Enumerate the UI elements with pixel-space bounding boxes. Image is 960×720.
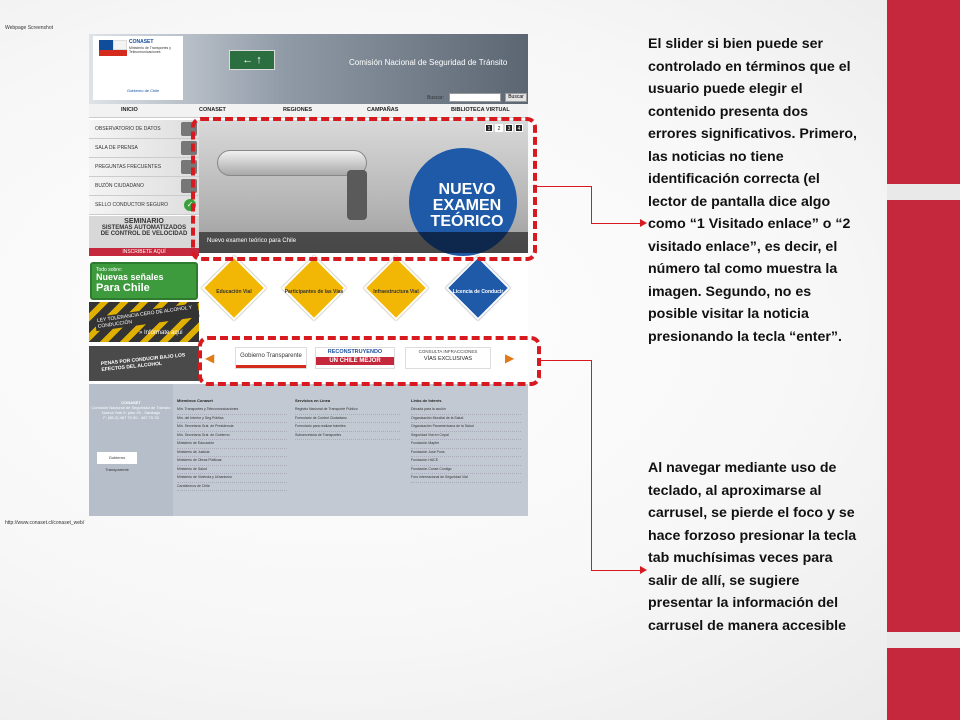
topic-participantes[interactable]: Participantes de las Vías	[279, 259, 349, 329]
diamond-sign-icon	[363, 255, 428, 320]
footer-gobierno-transparente[interactable]: Gobierno Transparente	[97, 452, 137, 464]
nav-conaset[interactable]: CONASET	[199, 107, 226, 113]
slider-page-4[interactable]: 4	[515, 124, 523, 132]
site-footer	[89, 384, 528, 516]
site-title: Comisión Nacional de Seguridad de Tránsito	[349, 58, 508, 67]
slider-page-3[interactable]: 3	[505, 124, 513, 132]
gobierno-label: Gobierno de Chile	[127, 88, 160, 93]
slider-caption[interactable]: Nuevo examen teórico para Chile	[207, 238, 297, 244]
search-label: Buscar:	[427, 95, 444, 101]
footer-col-miembros: Miembros Conaset Min. Transportes y Telecomunicaciones Min. del Interior y Seg.Pública Min. Secretaría Gral. de Presidencia Min. Secretaría Gral. de Gobierno Ministerio de Educación Ministerio de Justicia Ministerio de Obras Públicas Ministerio de Salud Ministerio de Vivienda y Urbanismo Carabineros de Chile	[177, 398, 287, 491]
flag-icon	[99, 40, 113, 50]
nav-campanas[interactable]: CAMPAÑAS	[367, 107, 399, 113]
arrow-head-icon	[640, 219, 647, 227]
topic-infraestructura[interactable]: Infraestructura Vial	[361, 259, 431, 329]
connector-line	[591, 186, 592, 224]
sidebar-item-sello[interactable]: SELLO CONDUCTOR SEGURO ✓	[89, 196, 199, 215]
gobierno-logo[interactable]	[93, 36, 183, 100]
banner-ley-tolerancia-cero[interactable]: LEY TOLERANCIA CERO DE ALCOHOL Y CONDUCCIÓN » Infórmate aquí	[89, 302, 199, 342]
banner-seminario[interactable]: SEMINARIO SISTEMAS AUTOMATIZADOS DE CONTROL DE VELOCIDAD INSCRIBETE AQUÍ	[89, 216, 199, 256]
connector-line	[541, 360, 592, 361]
sidebar-item-prensa[interactable]: SALA DE PRENSA	[89, 139, 199, 158]
slider-note: El slider si bien puede ser controlado en términos que el usuario puede elegir el contenido presenta dos errores significativos. Primero, las noticias no tiene identificación correcta (el lector de pantalla dice algo como “1 Visitado enlace” o “2 visitado enlace”, es decir, el número tal como muestra la imagen. Segundo, no es posible visitar la noticia presionando la tecla “enter”.	[648, 36, 857, 345]
diamond-sign-icon	[201, 255, 266, 320]
carousel-item-reconstruyendo[interactable]: RECONSTRUYENDO UN CHILE MEJOR	[315, 347, 395, 369]
stripe-band	[887, 184, 960, 200]
org-name: CONASET	[129, 39, 154, 45]
carousel-highlight-box	[198, 336, 541, 386]
sidebar	[89, 120, 199, 215]
sidebar-item-observatorio[interactable]: OBSERVATORIO DE DATOS	[89, 120, 199, 139]
ministry-name: Ministerio de Transportes y Telecomunicaciones	[129, 46, 172, 54]
check-icon: ✓	[184, 199, 196, 211]
footer-col-servicios: Servicios en Línea Registro Nacional de Transporte Público Formulario de Control Ciudadano Formulario para realizar trámites Subsecretaría de Transportes	[295, 398, 400, 440]
nav-regiones[interactable]: REGIONES	[283, 107, 313, 113]
slider-page-2[interactable]: 2	[495, 124, 503, 132]
footer-col-links: Links de Interés Década para la acción Organización Mundial de la Salud Organización Panamericana de la Salud Seguridad Vial en Cepal Fundación Mapfre Fundación José Pons Fundación HACE Fundación Conse Contigo Foro Internacional de Seguridad Vial	[411, 398, 521, 483]
connector-line	[591, 223, 641, 224]
banner-nuevas-senales[interactable]: Todo sobre: Nuevas señales Para Chile	[90, 262, 198, 300]
slider-highlight-box	[191, 117, 537, 261]
stripe-band	[887, 632, 960, 648]
search-input[interactable]	[449, 93, 501, 102]
arrow-head-icon	[640, 566, 647, 574]
slider-page-1[interactable]: 1	[485, 124, 493, 132]
diamond-sign-icon	[445, 255, 510, 320]
connector-line	[591, 570, 641, 571]
carousel-note: Al navegar mediante uso de teclado, al aproximarse al carrusel, se pierde el foco y se hace forzoso presionar la tecla tab muchísimas veces para salir de allí, se sugiere presentar la información del carrusel de manera accesible	[648, 460, 857, 634]
inscribete-link[interactable]: INSCRIBETE AQUÍ	[89, 248, 199, 256]
road-sign-icon: ← ↑	[229, 50, 275, 70]
search-button[interactable]: Buscar	[505, 93, 527, 102]
nav-inicio[interactable]: INICIO	[121, 107, 138, 113]
right-accent-stripe	[887, 0, 960, 720]
screenshot-url: http://www.conaset.cl/conaset_web/	[5, 520, 85, 526]
sidebar-item-preguntas[interactable]: PREGUNTAS FRECUENTES	[89, 158, 199, 177]
carousel-item-gobierno-transparente[interactable]: Gobierno Transparente	[235, 347, 307, 369]
screenshot-caption: Webpage Screenshot	[5, 25, 53, 31]
footer-org-block: CONASET Comisión Nacional de Seguridad de Tránsito Nueva York 9, piso 29 - Santiago F: (56-2) 467 70 00 - 467 70 33 Gobierno Transparente	[89, 384, 173, 516]
main-nav	[89, 104, 528, 118]
carousel-prev-icon[interactable]: ◀	[205, 351, 215, 365]
connector-line	[537, 186, 592, 187]
topic-licencia[interactable]: Licencia de Conducir	[443, 259, 513, 329]
topic-diamonds	[199, 259, 528, 329]
connector-line	[591, 360, 592, 571]
diamond-sign-icon	[281, 255, 346, 320]
carousel-item-consulta-infracciones[interactable]: CONSULTA INFRACCIONES VÍAS EXCLUSIVAS	[405, 347, 491, 369]
slider-headline: NUEVO EXAMEN TEÓRICO	[430, 181, 504, 230]
site-header	[89, 34, 528, 104]
topic-educacion-vial[interactable]: Educación Vial	[199, 259, 269, 329]
banner-penas[interactable]: PENAS POR CONDUCIR BAJO LOS EFECTOS DEL ALCOHOL	[89, 346, 199, 381]
website-screenshot	[89, 34, 528, 516]
sidebar-item-buzon[interactable]: BUZÓN CIUDADANO	[89, 177, 199, 196]
nav-biblioteca[interactable]: BIBLIOTECA VIRTUAL	[451, 107, 510, 113]
carousel-next-icon[interactable]: ▶	[505, 351, 515, 365]
